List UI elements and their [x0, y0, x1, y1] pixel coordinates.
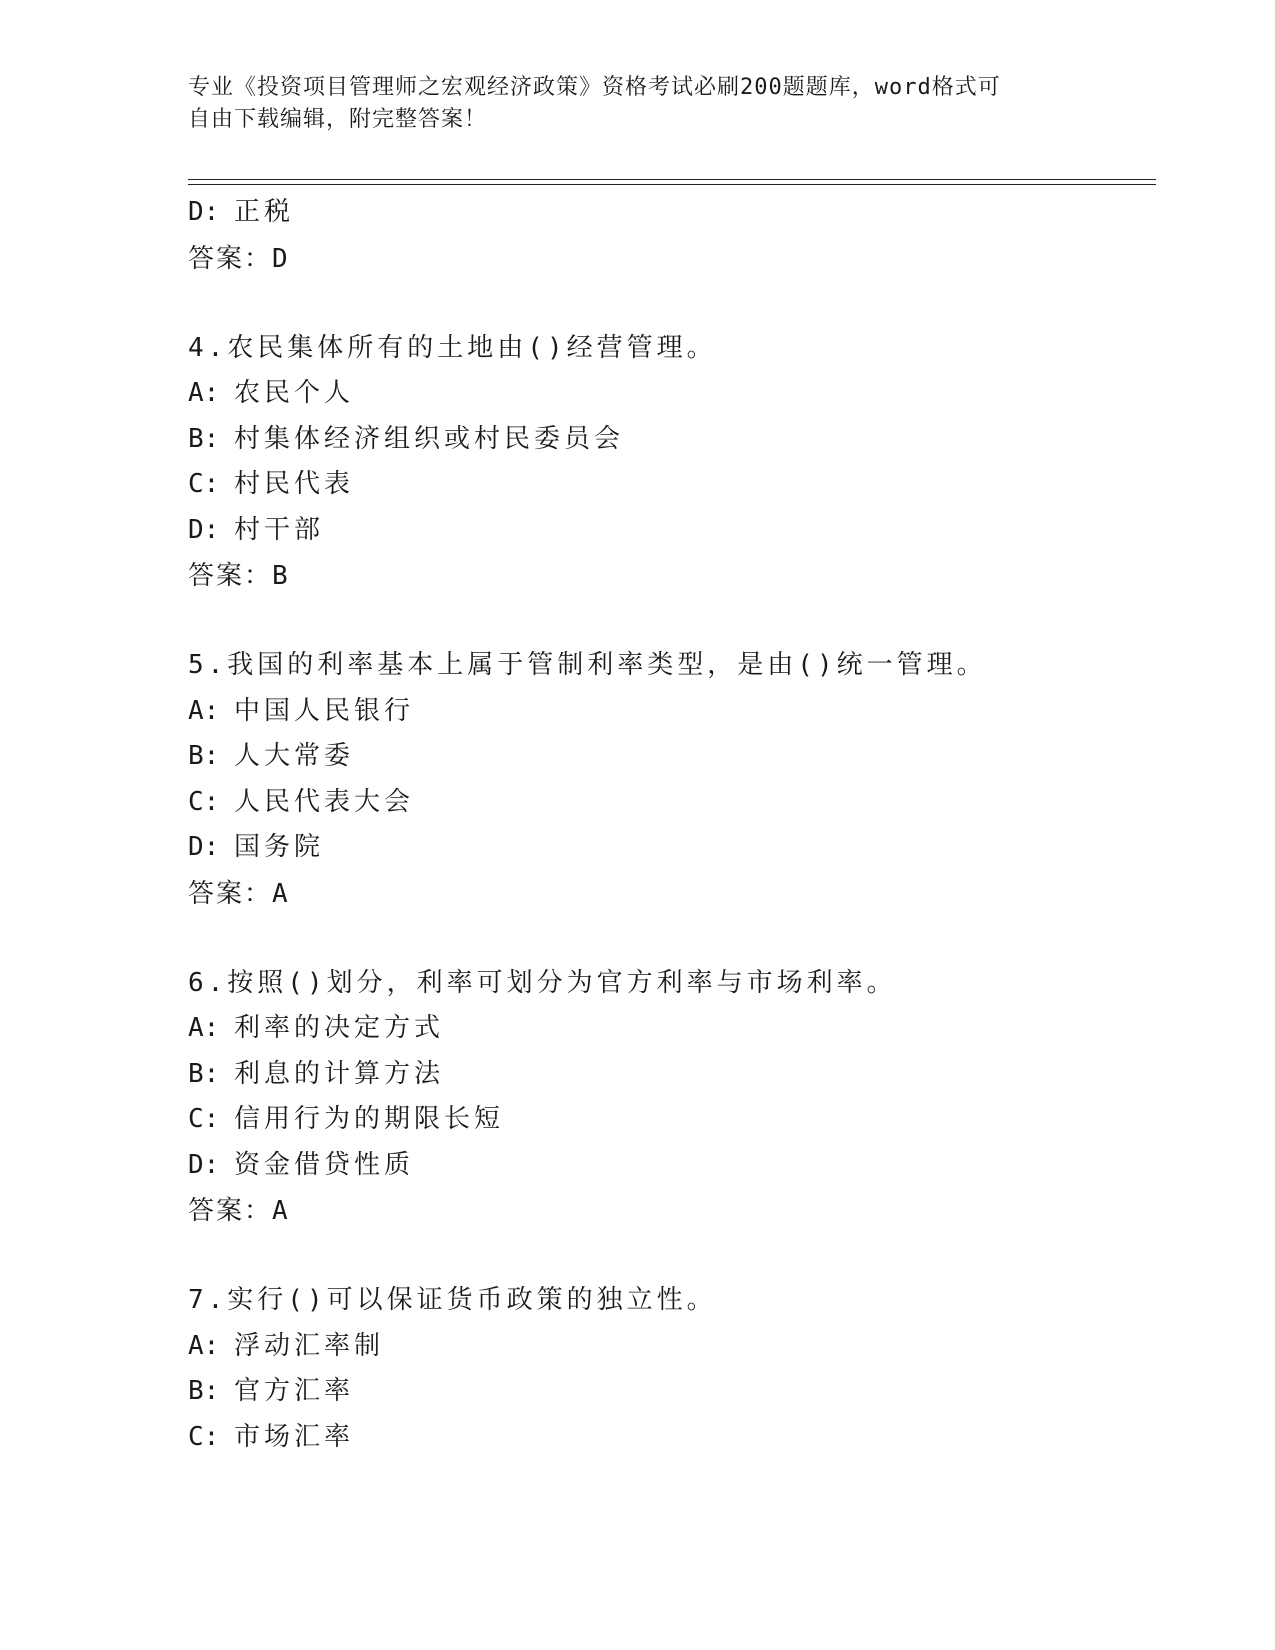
option-line [188, 1324, 1156, 1370]
spacer [188, 1234, 1156, 1278]
option-line [188, 371, 1156, 417]
option-key: A: [188, 378, 220, 408]
answer-line: 答案：D [188, 243, 290, 274]
option-key: B: [188, 741, 220, 771]
question-stem: 7.实行()可以保证货币政策的独立性。 [188, 1285, 717, 1315]
option-line [188, 1369, 1156, 1415]
answer-line: 答案：A [188, 878, 290, 909]
option-text: 资金借贷性质 [234, 1149, 415, 1180]
option-key: C: [188, 1421, 220, 1452]
option-key: B: [188, 423, 220, 454]
option-text: 村民代表 [234, 469, 355, 499]
option-key: A: [188, 1013, 220, 1043]
document-header [188, 72, 1068, 136]
spacer [188, 599, 1156, 643]
option-text: 村干部 [234, 514, 325, 545]
option-text: 信用行为的期限长短 [234, 1104, 505, 1134]
option-text: 人大常委 [234, 741, 355, 771]
question-stem: 5.我国的利率基本上属于管制利率类型，是由()统一管理。 [188, 650, 987, 680]
answer-line: 答案：A [188, 1196, 290, 1226]
option-text: 村集体经济组织或村民委员会 [234, 423, 625, 454]
header-line-2: 自由下载编辑，附完整答案！ [188, 107, 488, 132]
option-key: D: [188, 197, 220, 227]
option-text: 市场汇率 [234, 1421, 355, 1452]
option-line [188, 1143, 1156, 1189]
spacer [188, 917, 1156, 961]
option-key: A: [188, 1330, 220, 1361]
option-line [188, 417, 1156, 463]
option-text: 正税 [234, 197, 295, 227]
option-text: 官方汇率 [234, 1376, 355, 1406]
option-line [188, 780, 1156, 826]
option-line [188, 190, 1156, 236]
option-key: C: [188, 786, 220, 817]
option-text: 人民代表大会 [234, 786, 415, 817]
option-key: C: [188, 1104, 220, 1134]
option-line [188, 734, 1156, 780]
option-text: 国务院 [234, 832, 325, 862]
option-key: D: [188, 514, 220, 545]
question-list [188, 190, 1156, 1460]
option-key: B: [188, 1376, 220, 1406]
header-divider-top [188, 179, 1156, 180]
answer-line: 答案：B [188, 561, 290, 591]
spacer [188, 282, 1156, 326]
option-line [188, 689, 1156, 735]
option-key: D: [188, 832, 220, 862]
option-key: B: [188, 1058, 220, 1089]
header-divider-bottom [188, 184, 1156, 185]
option-text: 中国人民银行 [234, 695, 415, 726]
question-stem: 6.按照()划分，利率可划分为官方利率与市场利率。 [188, 967, 897, 998]
option-line [188, 1097, 1156, 1143]
option-line [188, 1052, 1156, 1098]
option-text: 利息的计算方法 [234, 1058, 445, 1089]
option-line [188, 462, 1156, 508]
option-line [188, 825, 1156, 871]
option-key: C: [188, 469, 220, 499]
option-line [188, 508, 1156, 554]
option-text: 农民个人 [234, 378, 355, 408]
header-line-1: 专业《投资项目管理师之宏观经济政策》资格考试必刷200题题库，word格式可 [188, 75, 1001, 100]
option-key: A: [188, 695, 220, 726]
question-stem: 4.农民集体所有的土地由()经营管理。 [188, 332, 717, 363]
option-text: 利率的决定方式 [234, 1013, 445, 1043]
option-line [188, 1415, 1156, 1461]
option-key: D: [188, 1149, 220, 1180]
option-line [188, 1006, 1156, 1052]
option-text: 浮动汇率制 [234, 1330, 385, 1361]
